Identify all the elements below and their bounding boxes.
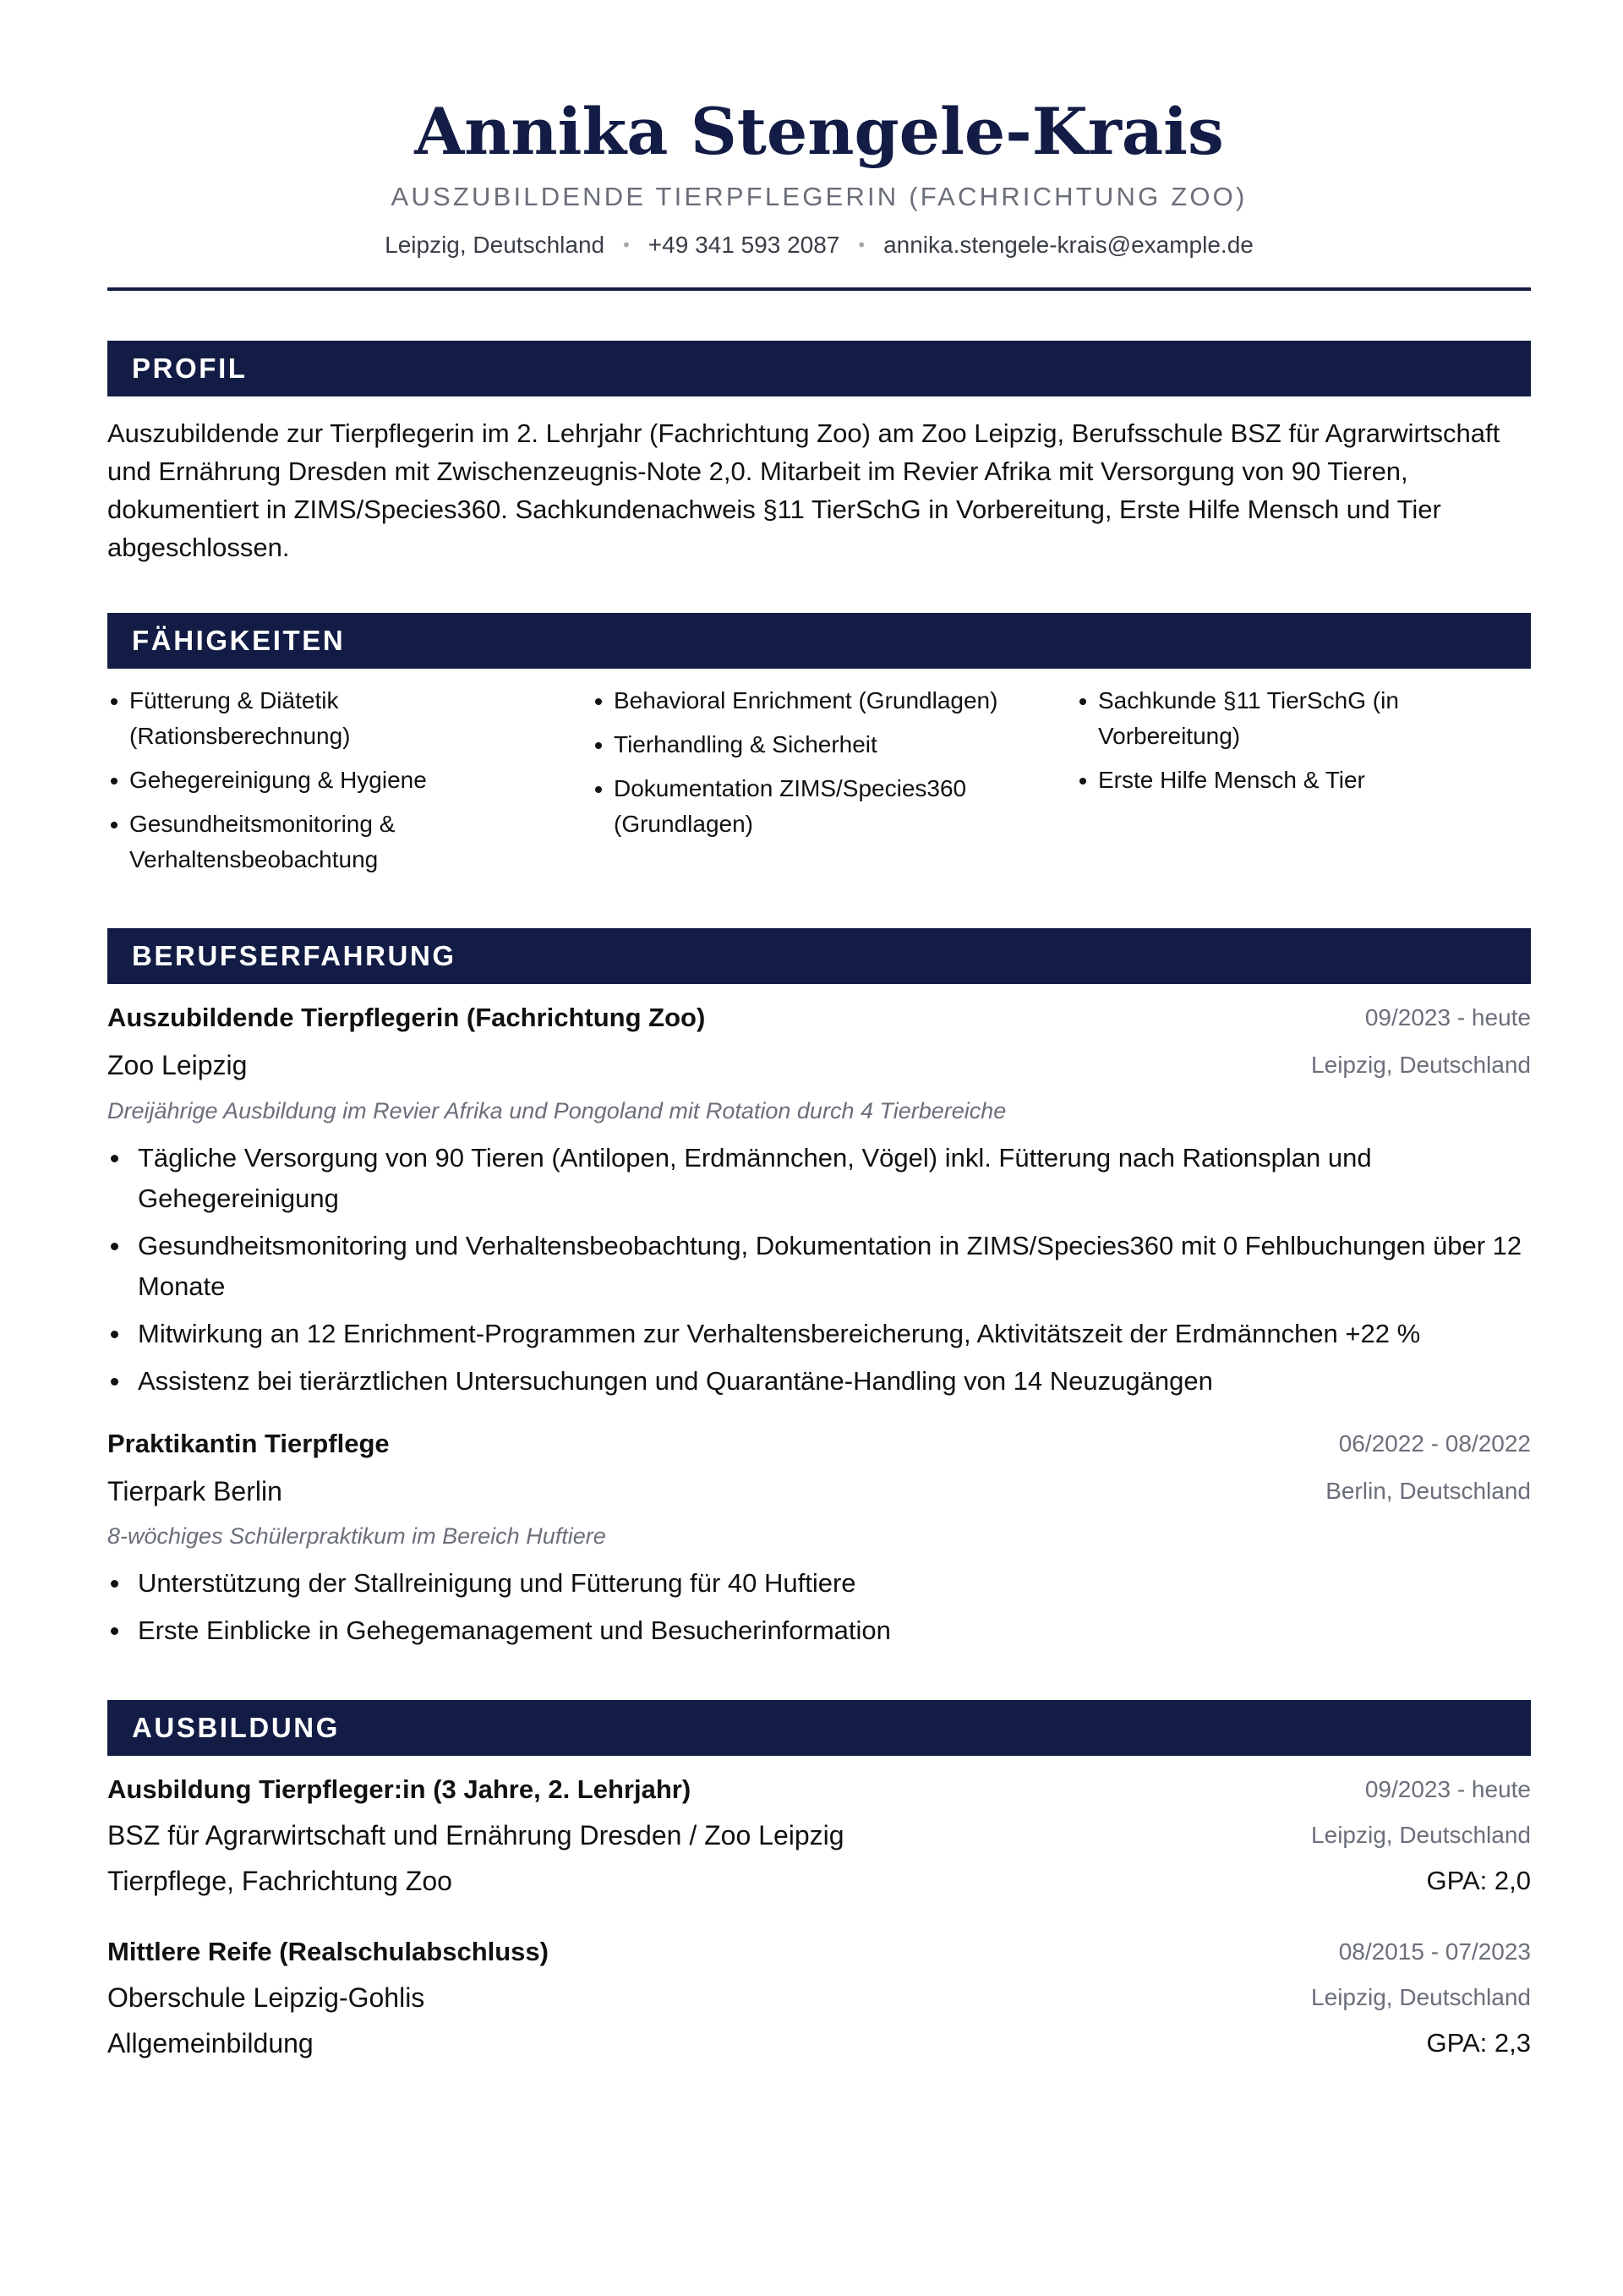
job-title: AUSZUBILDENDE TIERPFLEGERIN (FACHRICHTUNG ZOO) [391,182,1248,211]
bullet-item: Unterstützung der Stallreinigung und Fütterung für 40 Huftiere [107,1563,1531,1604]
entry-location: Leipzig, Deutschland [1311,1822,1531,1848]
skill-item: Gesundheitsmonitoring & Verhaltensbeobachtung [107,806,564,877]
entry-field: Tierpflege, Fachrichtung Zoo [107,1866,452,1896]
bullet-item: Assistenz bei tierärztlichen Untersuchungen und Quarantäne-Handling von 14 Neuzugängen [107,1361,1531,1402]
contact-phone[interactable]: +49 341 593 2087 [648,232,840,258]
entry-title: Praktikantin Tierpflege [107,1429,390,1458]
skill-item: Fütterung & Diätetik (Rationsberechnung) [107,683,564,754]
entry-organization: Oberschule Leipzig-Gohlis [107,1982,425,2013]
skill-item: Erste Hilfe Mensch & Tier [1076,763,1533,798]
bullet-item: Tägliche Versorgung von 90 Tieren (Antilopen, Erdmännchen, Vögel) inkl. Fütterung nach Rationsplan und Gehegereinigung [107,1138,1531,1219]
entry-dates: 09/2023 - heute [1364,1004,1531,1030]
bullet-item: Erste Einblicke in Gehegemanagement und Besucherinformation [107,1610,1531,1651]
entry-organization: Tierpark Berlin [107,1476,282,1506]
contact-line [107,228,1531,262]
skill-item: Sachkunde §11 TierSchG (in Vorbereitung) [1076,683,1533,754]
skill-item: Gehegereinigung & Hygiene [107,763,564,798]
entry-title: Ausbildung Tierpfleger:in (3 Jahre, 2. Lehrjahr) [107,1774,691,1804]
bullet-item: Mitwirkung an 12 Enrichment-Programmen zur Verhaltensbereicherung, Aktivitätszeit der Erdmännchen +22 % [107,1314,1531,1354]
entry-title: Auszubildende Tierpflegerin (Fachrichtung Zoo) [107,1003,706,1032]
entry-location: Berlin, Deutschland [1325,1478,1531,1504]
skills-column-1 [107,683,564,886]
skills-column-3 [1076,683,1533,806]
entry-description: Dreijährige Ausbildung im Revier Afrika und Pongoland mit Rotation durch 4 Tierbereiche [107,1098,1007,1123]
section-header-skills: FÄHIGKEITEN [107,613,1531,669]
section-header-experience: BERUFSERFAHRUNG [107,928,1531,984]
entry-title: Mittlere Reife (Realschulabschluss) [107,1937,549,1966]
entry-organization: BSZ für Agrarwirtschaft und Ernährung Dresden / Zoo Leipzig [107,1820,844,1850]
entry-field: Allgemeinbildung [107,2028,314,2058]
entry-gpa: GPA: 2,0 [1426,1866,1531,1895]
skill-item: Behavioral Enrichment (Grundlagen) [592,683,1048,719]
skill-item: Tierhandling & Sicherheit [592,727,1048,763]
entry-dates: 08/2015 - 07/2023 [1338,1938,1531,1965]
skill-item: Dokumentation ZIMS/Species360 (Grundlagen) [592,771,1048,842]
candidate-name: Annika Stengele-Krais [414,94,1224,169]
entry-dates: 06/2022 - 08/2022 [1338,1430,1531,1457]
contact-email[interactable]: annika.stengele-krais@example.de [883,232,1254,258]
entry-location: Leipzig, Deutschland [1311,1984,1531,2010]
entry-gpa: GPA: 2,3 [1426,2028,1531,2058]
profile-summary: Auszubildende zur Tierpflegerin im 2. Lehrjahr (Fachrichtung Zoo) am Zoo Leipzig, Berufsschule BSZ für Agrarwirtschaft und Ernährung Dresden mit Zwischenzeugnis-Note 2,0. Mitarbeit im Revier Afrika mit Versorgung von 90 Tieren, dokumentiert in ZIMS/Species360. Sachkundenachweis §11 TierSchG in Vorbereitung, Erste Hilfe Mensch und Tier abgeschlossen. [107,418,1500,562]
entry-description: 8-wöchiges Schülerpraktikum im Bereich Huftiere [107,1523,606,1549]
entry-organization: Zoo Leipzig [107,1050,248,1080]
entry-bullets [107,1563,1531,1658]
section-header-profile: PROFIL [107,341,1531,396]
skills-column-2 [592,683,1048,850]
entry-location: Leipzig, Deutschland [1311,1052,1531,1078]
separator-dot: • [623,234,630,255]
contact-location: Leipzig, Deutschland [385,232,605,258]
entry-dates: 09/2023 - heute [1364,1776,1531,1802]
entry-bullets [107,1138,1531,1408]
header-divider [107,287,1531,291]
section-header-education: AUSBILDUNG [107,1700,1531,1756]
bullet-item: Gesundheitsmonitoring und Verhaltensbeobachtung, Dokumentation in ZIMS/Species360 mit 0 Fehlbuchungen über 12 Monate [107,1226,1531,1307]
separator-dot: • [858,234,866,255]
